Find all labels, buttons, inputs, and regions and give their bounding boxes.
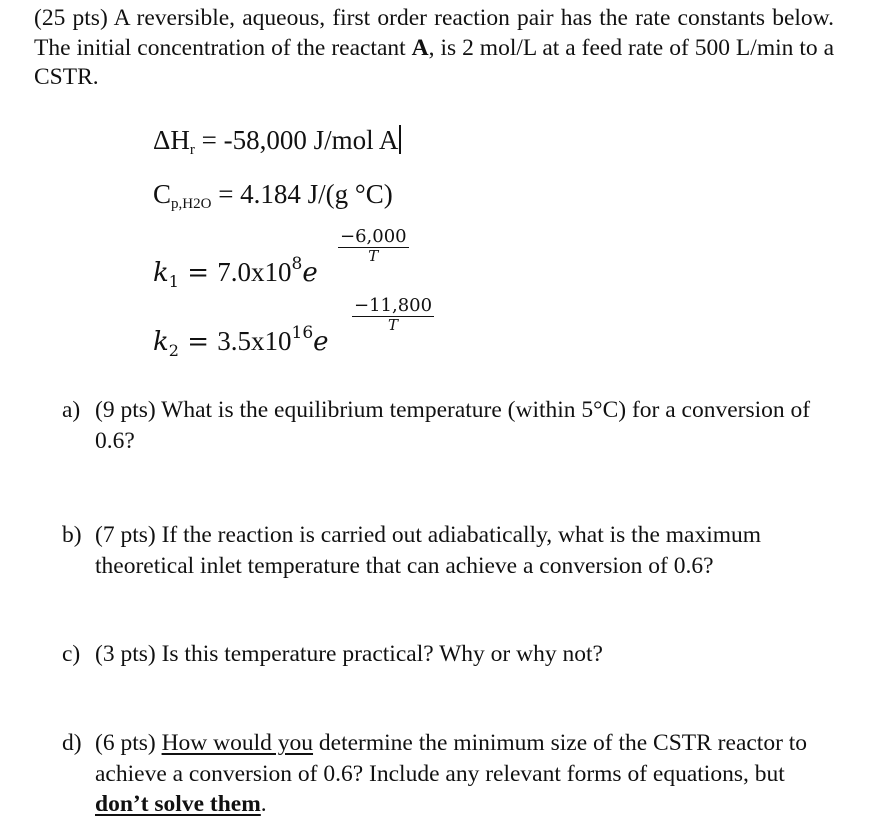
k1-exponent-fraction: −6,000 T: [340, 226, 407, 265]
question-text: (7 pts) If the reaction is carried out adiabatically, what is the maximum theoretical inlet temperature that can achieve a conversion of 0.6?: [95, 522, 762, 579]
k1-equation: $k_1 = 7.0x10^8e$: [153, 254, 318, 291]
question-a: [62, 395, 822, 456]
question-text: (9 pts) What is the equilibrium temperature (within 5°C) for a conversion of 0.6?: [95, 397, 811, 454]
k2-exponent-fraction: −11,800 T: [354, 295, 433, 334]
question-d: [62, 728, 822, 820]
question-label: a): [62, 397, 81, 423]
heat-capacity-equation: $C_{p,H2O} = 4.184$ J/(g °C): [153, 179, 393, 212]
question-text: (3 pts) Is this temperature practical? Why or why not?: [95, 641, 603, 667]
reactant-label: A: [411, 34, 429, 61]
question-label: b): [62, 522, 82, 548]
text-cursor: [399, 125, 401, 154]
intro-text-2: , is 2 mol/L at a feed rate of 500 L/min to a CSTR.: [34, 34, 835, 90]
question-text: (6 pts) How would you determine the minimum size of the CSTR reactor to achieve a conversion of 0.6? Include any relevant forms of equations, but don’t solve them.: [95, 730, 808, 817]
intro-text-1: (25 pts) A reversible, aqueous, first order reaction pair has the rate constants below. The initial concentration of the reactant: [34, 5, 834, 61]
underlined-phrase: How would you: [161, 730, 314, 756]
question-b: [62, 520, 822, 581]
question-c: [62, 639, 822, 670]
question-label: c): [62, 641, 81, 667]
question-label: d): [62, 730, 82, 756]
emphasis-phrase: don’t solve them: [95, 791, 261, 817]
enthalpy-equation: $\Delta H_r = -58,000$ J/mol A: [153, 124, 401, 166]
problem-intro: [34, 4, 834, 93]
k2-equation: $k_2 = 3.5x10^{16}e$: [153, 323, 329, 360]
